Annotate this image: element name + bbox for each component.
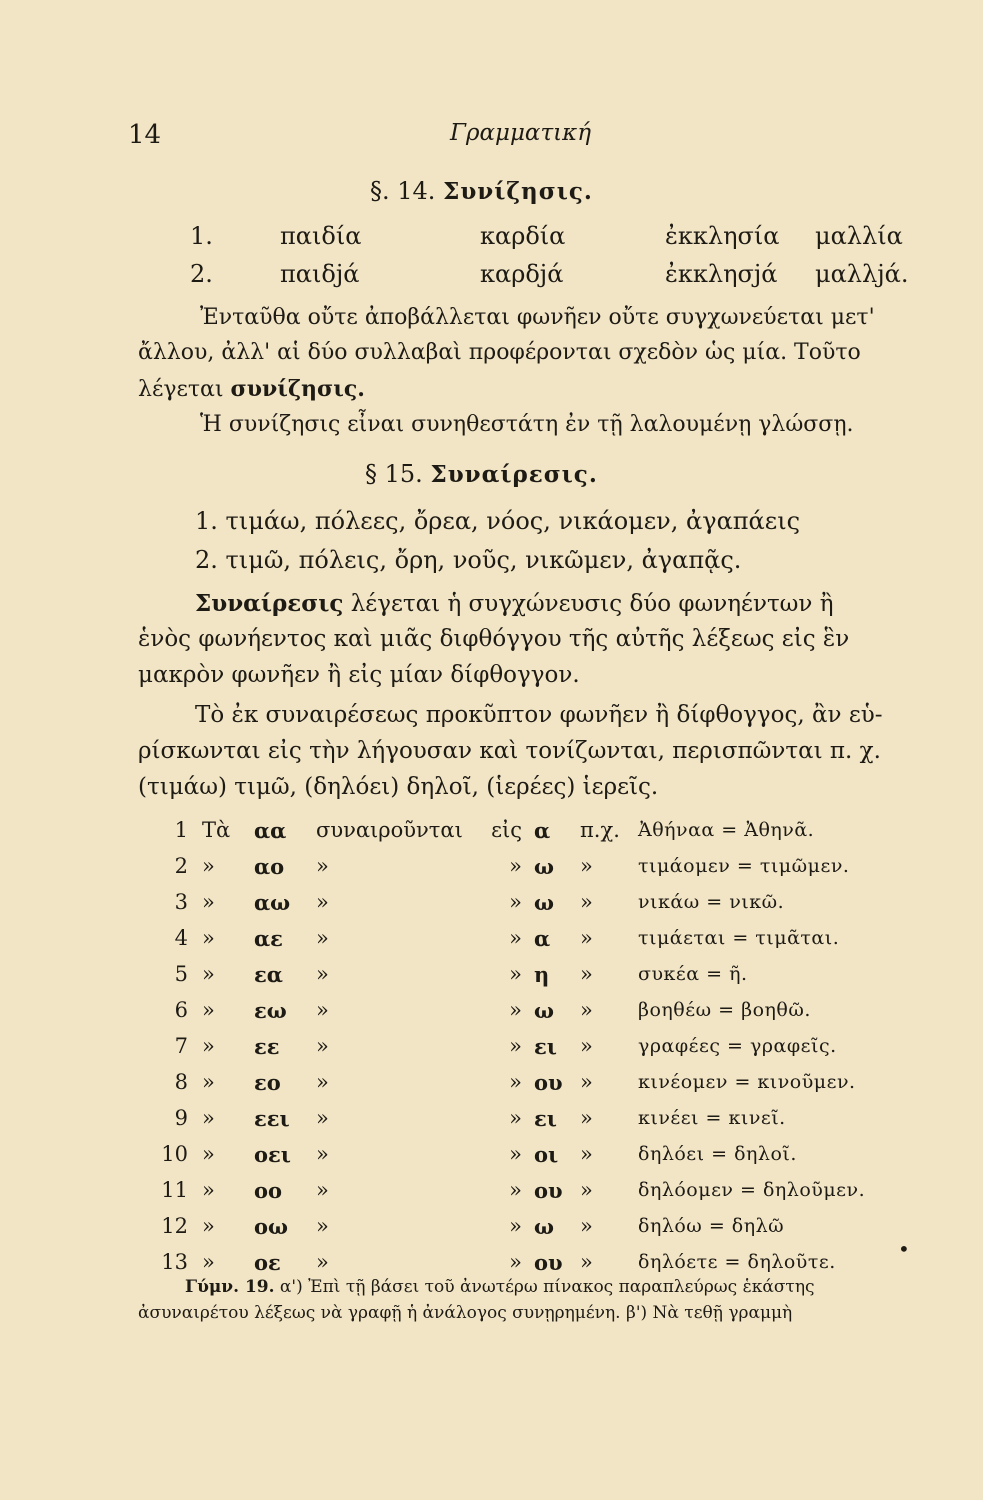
- rule-row: [140, 1208, 865, 1244]
- rule-result: ου: [534, 1069, 563, 1095]
- rule-article: »: [202, 1142, 215, 1166]
- example-word: καρδjά: [480, 260, 564, 288]
- rule-number: 5: [174, 962, 188, 986]
- rule-number: 12: [161, 1214, 188, 1238]
- rule-verb: »: [316, 1142, 329, 1166]
- example-word: παιδία: [280, 222, 362, 250]
- rule-number: 8: [174, 1070, 188, 1094]
- rule-example: γραφέες = γραφεῖς.: [638, 1035, 837, 1057]
- rule-example: τιμάεται = τιμᾶται.: [638, 927, 840, 949]
- rule-vowel-pair: εα: [254, 961, 283, 987]
- rule-article: »: [202, 926, 215, 950]
- paragraph-line: [195, 590, 834, 617]
- paragraph-text: λέγεται: [138, 377, 224, 402]
- rule-preposition: »: [509, 1034, 522, 1058]
- margin-mark: •: [898, 1237, 910, 1261]
- rule-number: 11: [161, 1178, 188, 1202]
- rule-result: ει: [534, 1033, 557, 1059]
- contraction-rules-table: [140, 812, 865, 1280]
- rule-vowel-pair: εει: [254, 1105, 290, 1131]
- rule-row: [140, 920, 865, 956]
- rule-verb: »: [316, 1178, 329, 1202]
- rule-verb: »: [316, 962, 329, 986]
- term-synairesis: Συναίρεσις: [195, 590, 344, 617]
- rule-row: [140, 1064, 865, 1100]
- rule-result: ου: [534, 1249, 563, 1275]
- rule-row: [140, 956, 865, 992]
- paragraph-line: [138, 376, 365, 402]
- rule-number: 2: [174, 854, 188, 878]
- rule-abbrev: »: [580, 998, 593, 1022]
- rule-verb: »: [316, 1034, 329, 1058]
- rule-number: 7: [174, 1034, 188, 1058]
- rule-abbrev: »: [580, 1106, 593, 1130]
- rule-result: α: [534, 817, 551, 843]
- rule-preposition: εἰς: [491, 818, 522, 842]
- rule-verb: »: [316, 1070, 329, 1094]
- rule-number: 6: [174, 998, 188, 1022]
- rule-result: α: [534, 925, 551, 951]
- rule-row: [140, 812, 865, 848]
- rule-verb: »: [316, 1250, 329, 1274]
- rule-abbrev: »: [580, 854, 593, 878]
- rule-abbrev: »: [580, 926, 593, 950]
- rule-example: βοηθέω = βοηθῶ.: [638, 999, 811, 1021]
- row-number: 2.: [190, 260, 213, 288]
- rule-vowel-pair: αω: [254, 889, 291, 915]
- rule-example: δηλόω = δηλῶ: [638, 1215, 785, 1237]
- rule-example: νικάω = νικῶ.: [638, 891, 785, 913]
- rule-result: ου: [534, 1177, 563, 1203]
- rule-row: [140, 1244, 865, 1280]
- rule-abbrev: »: [580, 1250, 593, 1274]
- section-number: §. 14.: [370, 177, 436, 205]
- rule-row: [140, 884, 865, 920]
- paragraph-line: ἑνὸς φωνήεντος καὶ μιᾶς διφθόγγου τῆς αὐτῆς λέξεως εἰς ἓν: [138, 626, 850, 652]
- example-word: ἐκκλησjά: [665, 260, 778, 288]
- rule-preposition: »: [509, 962, 522, 986]
- rule-row: [140, 1100, 865, 1136]
- rule-preposition: »: [509, 1178, 522, 1202]
- rule-vowel-pair: αο: [254, 853, 285, 879]
- section-number: § 15.: [365, 460, 423, 488]
- rule-row: [140, 1028, 865, 1064]
- rule-abbrev: π.χ.: [580, 818, 620, 842]
- paragraph-line: Ἡ συνίζησις εἶναι συνηθεστάτη ἐν τῇ λαλουμένῃ γλώσσῃ.: [200, 412, 854, 437]
- exercise-line-2: ἀσυναιρέτου λέξεως νὰ γραφῇ ἡ ἀνάλογος συνῃρημένη. β') Νὰ τεθῇ γραμμὴ: [138, 1303, 793, 1323]
- rule-preposition: »: [509, 1070, 522, 1094]
- example-word: μαλλjά.: [815, 260, 909, 288]
- running-title: Γραμματική: [450, 120, 592, 146]
- example-word: καρδία: [480, 222, 566, 250]
- rule-row: [140, 992, 865, 1028]
- rule-example: τιμάομεν = τιμῶμεν.: [638, 855, 850, 877]
- rule-result: ω: [534, 889, 554, 915]
- paragraph-line: ἄλλου, ἀλλ' αἱ δύο συλλαβαὶ προφέρονται σχεδὸν ὡς μία. Τοῦτο: [138, 340, 861, 365]
- rule-vowel-pair: εω: [254, 997, 287, 1023]
- rule-preposition: »: [509, 926, 522, 950]
- rule-row: [140, 1172, 865, 1208]
- rule-abbrev: »: [580, 1070, 593, 1094]
- rule-number: 10: [161, 1142, 188, 1166]
- rule-preposition: »: [509, 890, 522, 914]
- rule-article: »: [202, 962, 215, 986]
- rule-result: η: [534, 961, 550, 987]
- rule-abbrev: »: [580, 962, 593, 986]
- rule-example: δηλόομεν = δηλοῦμεν.: [638, 1179, 866, 1201]
- example-word: μαλλία: [815, 222, 903, 250]
- term-synizesis: συνίζησις.: [230, 376, 365, 402]
- rule-verb: »: [316, 998, 329, 1022]
- rule-vowel-pair: αε: [254, 925, 283, 951]
- rule-verb: συναιροῦνται: [316, 818, 463, 842]
- rule-example: δηλόει = δηλοῖ.: [638, 1143, 797, 1165]
- rule-example: κινέομεν = κινοῦμεν.: [638, 1071, 856, 1093]
- rule-article: »: [202, 1034, 215, 1058]
- rule-preposition: »: [509, 1142, 522, 1166]
- rule-abbrev: »: [580, 1142, 593, 1166]
- rule-abbrev: »: [580, 1214, 593, 1238]
- rule-example: Ἀθήναα = Ἀθηνᾶ.: [638, 819, 815, 841]
- rule-article: »: [202, 998, 215, 1022]
- rule-result: ω: [534, 997, 554, 1023]
- rule-abbrev: »: [580, 890, 593, 914]
- rule-abbrev: »: [580, 1034, 593, 1058]
- rule-number: 13: [161, 1250, 188, 1274]
- paragraph-line: Τὸ ἐκ συναιρέσεως προκῦπτον φωνῆεν ἢ δίφθογγος, ἂν εὑ-: [195, 702, 883, 728]
- rule-article: Τὰ: [202, 818, 231, 842]
- rule-vowel-pair: εε: [254, 1033, 280, 1059]
- rule-vowel-pair: εο: [254, 1069, 281, 1095]
- rule-example: δηλόετε = δηλοῦτε.: [638, 1251, 836, 1273]
- section-title: Συναίρεσις.: [430, 461, 598, 488]
- rule-result: ει: [534, 1105, 557, 1131]
- section-title: Συνίζησις.: [443, 178, 593, 205]
- rule-article: »: [202, 1106, 215, 1130]
- paragraph-line: Ἐνταῦθα οὔτε ἀποβάλλεται φωνῆεν οὔτε συγχωνεύεται μετ': [200, 305, 875, 330]
- rule-verb: »: [316, 854, 329, 878]
- rule-article: »: [202, 854, 215, 878]
- rule-verb: »: [316, 1106, 329, 1130]
- rule-row: [140, 848, 865, 884]
- rule-result: ω: [534, 1213, 554, 1239]
- rule-preposition: »: [509, 998, 522, 1022]
- example-row-2: 2. τιμῶ, πόλεις, ὄρη, νοῦς, νικῶμεν, ἀγαπᾷς.: [195, 546, 742, 574]
- rule-vowel-pair: οω: [254, 1213, 289, 1239]
- rule-preposition: »: [509, 1250, 522, 1274]
- example-word: παιδjά: [280, 260, 360, 288]
- paragraph-line: ρίσκωνται εἰς τὴν λήγουσαν καὶ τονίζωνται, περισπῶνται π. χ.: [138, 738, 881, 764]
- rule-example: συκέα = ῆ.: [638, 963, 748, 985]
- rule-preposition: »: [509, 1106, 522, 1130]
- rule-preposition: »: [509, 854, 522, 878]
- rule-result: οι: [534, 1141, 559, 1167]
- exercise-text: α') Ἐπὶ τῇ βάσει τοῦ ἀνωτέρω πίνακος παραπλεύρως ἑκάστης: [279, 1277, 815, 1297]
- rule-vowel-pair: οο: [254, 1177, 283, 1203]
- row-number: 1.: [190, 222, 213, 250]
- rule-number: 9: [174, 1106, 188, 1130]
- rule-result: ω: [534, 853, 554, 879]
- rule-number: 3: [174, 890, 188, 914]
- rule-verb: »: [316, 926, 329, 950]
- rule-number: 1: [174, 818, 188, 842]
- section-15-heading: [365, 460, 598, 488]
- rule-row: [140, 1136, 865, 1172]
- exercise-line-1: [185, 1277, 815, 1297]
- rule-preposition: »: [509, 1214, 522, 1238]
- rule-article: »: [202, 1214, 215, 1238]
- rule-example: κινέει = κινεῖ.: [638, 1107, 786, 1129]
- example-word: ἐκκλησία: [665, 222, 780, 250]
- section-14-heading: [370, 177, 593, 205]
- rule-abbrev: »: [580, 1178, 593, 1202]
- paragraph-line: μακρὸν φωνῆεν ἢ εἰς μίαν δίφθογγον.: [138, 662, 580, 688]
- page-number: 14: [128, 120, 162, 150]
- rule-vowel-pair: οει: [254, 1141, 291, 1167]
- rule-number: 4: [174, 926, 188, 950]
- rule-vowel-pair: οε: [254, 1249, 281, 1275]
- paragraph-text: λέγεται ἡ συγχώνευσις δύο φωνηέντων ἢ: [350, 591, 834, 617]
- rule-article: »: [202, 1178, 215, 1202]
- rule-article: »: [202, 1250, 215, 1274]
- rule-article: »: [202, 890, 215, 914]
- exercise-label: Γύμν. 19.: [185, 1277, 275, 1297]
- rule-article: »: [202, 1070, 215, 1094]
- rule-vowel-pair: αα: [254, 817, 287, 843]
- rule-verb: »: [316, 1214, 329, 1238]
- example-row-1: 1. τιμάω, πόλεες, ὄρεα, νόος, νικάομεν, ἀγαπάεις: [195, 507, 801, 535]
- paragraph-line: (τιμάω) τιμῶ, (δηλόει) δηλοῖ, (ἱερέες) ἱερεῖς.: [138, 774, 659, 800]
- rule-verb: »: [316, 890, 329, 914]
